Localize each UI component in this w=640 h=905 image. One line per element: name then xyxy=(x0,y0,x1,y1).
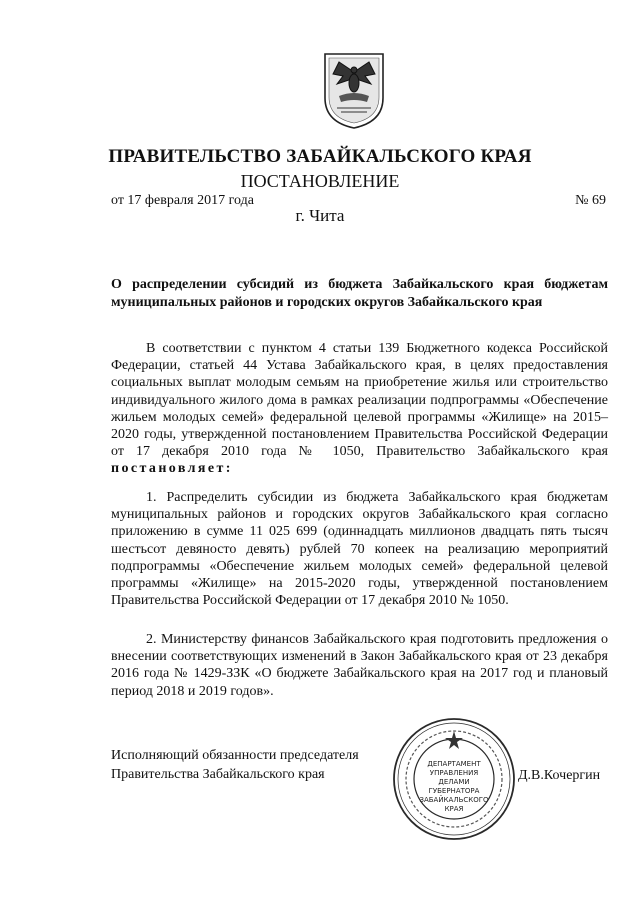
signatory-role-line1: Исполняющий обязанности председателя xyxy=(111,748,359,763)
preamble-paragraph xyxy=(111,340,608,478)
signatory-role xyxy=(111,746,359,784)
resolution-title: О распределении субсидий из бюджета Забайкальского края бюджетам муниципальных районов и городских округов Забайкальского края xyxy=(111,277,608,310)
document-number: № 69 xyxy=(575,193,606,208)
resolves-word: постановляет: xyxy=(111,461,233,477)
svg-text:УПРАВЛЕНИЯ: УПРАВЛЕНИЯ xyxy=(429,769,479,777)
document-type: ПОСТАНОВЛЕНИЕ xyxy=(240,171,400,191)
official-stamp xyxy=(389,714,519,844)
coat-of-arms-emblem xyxy=(319,50,389,130)
signatory-role-line2: Правительства Забайкальского края xyxy=(111,767,325,782)
svg-text:ДЕЛАМИ: ДЕЛАМИ xyxy=(438,778,470,786)
government-title: ПРАВИТЕЛЬСТВО ЗАБАЙКАЛЬСКОГО КРАЯ xyxy=(108,146,532,167)
svg-text:ДЕПАРТАМЕНТ: ДЕПАРТАМЕНТ xyxy=(427,760,481,768)
svg-text:ГУБЕРНАТОРА: ГУБЕРНАТОРА xyxy=(428,787,480,795)
preamble-text: В соответствии с пунктом 4 статьи 139 Бюджетного кодекса Российской Федерации, статьей 44 Устава Забайкальского края, в целях предоставления социальных выплат молодым семьям на приобретение жилья или строительство индивидуального жилого дома в рамках реализации подпрограммы «Обеспечение жильем молодых семей» федеральной целевой программы «Жилище» на 2015–2020 годы, утвержденной постановлением Правительства Российской Федерации от 17 декабря 2010 года № 1050, Правительство Забайкальского края xyxy=(111,341,608,460)
item-1-paragraph: 1. Распределить субсидии из бюджета Забайкальского края бюджетам муниципальных районов и городских округов Забайкальского края согласно приложению в сумме 11 025 699 (одиннадцать миллионов двадцать пять тысяч шестьсот девяносто девять) рублей 70 копеек на реализацию мероприятий подпрограммы «Обеспечение жильем молодых семей» федеральной целевой программы «Жилище» на 2015-2020 годы, утвержденной постановлением Правительства Российской Федерации от 17 декабря 2010 № 1050. xyxy=(111,490,608,609)
svg-text:ЗАБАЙКАЛЬСКОГО: ЗАБАЙКАЛЬСКОГО xyxy=(419,796,489,804)
item-2-paragraph: 2. Министерству финансов Забайкальского края подготовить предложения о внесении соответствующих изменений в Закон Забайкальского края от 23 декабря 2016 года № 1429-ЗЗК «О бюджете Забайкальского края на 2017 год и плановый период 2018 и 2019 годов». xyxy=(111,632,608,699)
svg-text:КРАЯ: КРАЯ xyxy=(444,805,464,813)
document-date: от 17 февраля 2017 года xyxy=(111,193,254,208)
signatory-name: Д.В.Кочергин xyxy=(518,768,601,783)
city: г. Чита xyxy=(295,206,345,225)
